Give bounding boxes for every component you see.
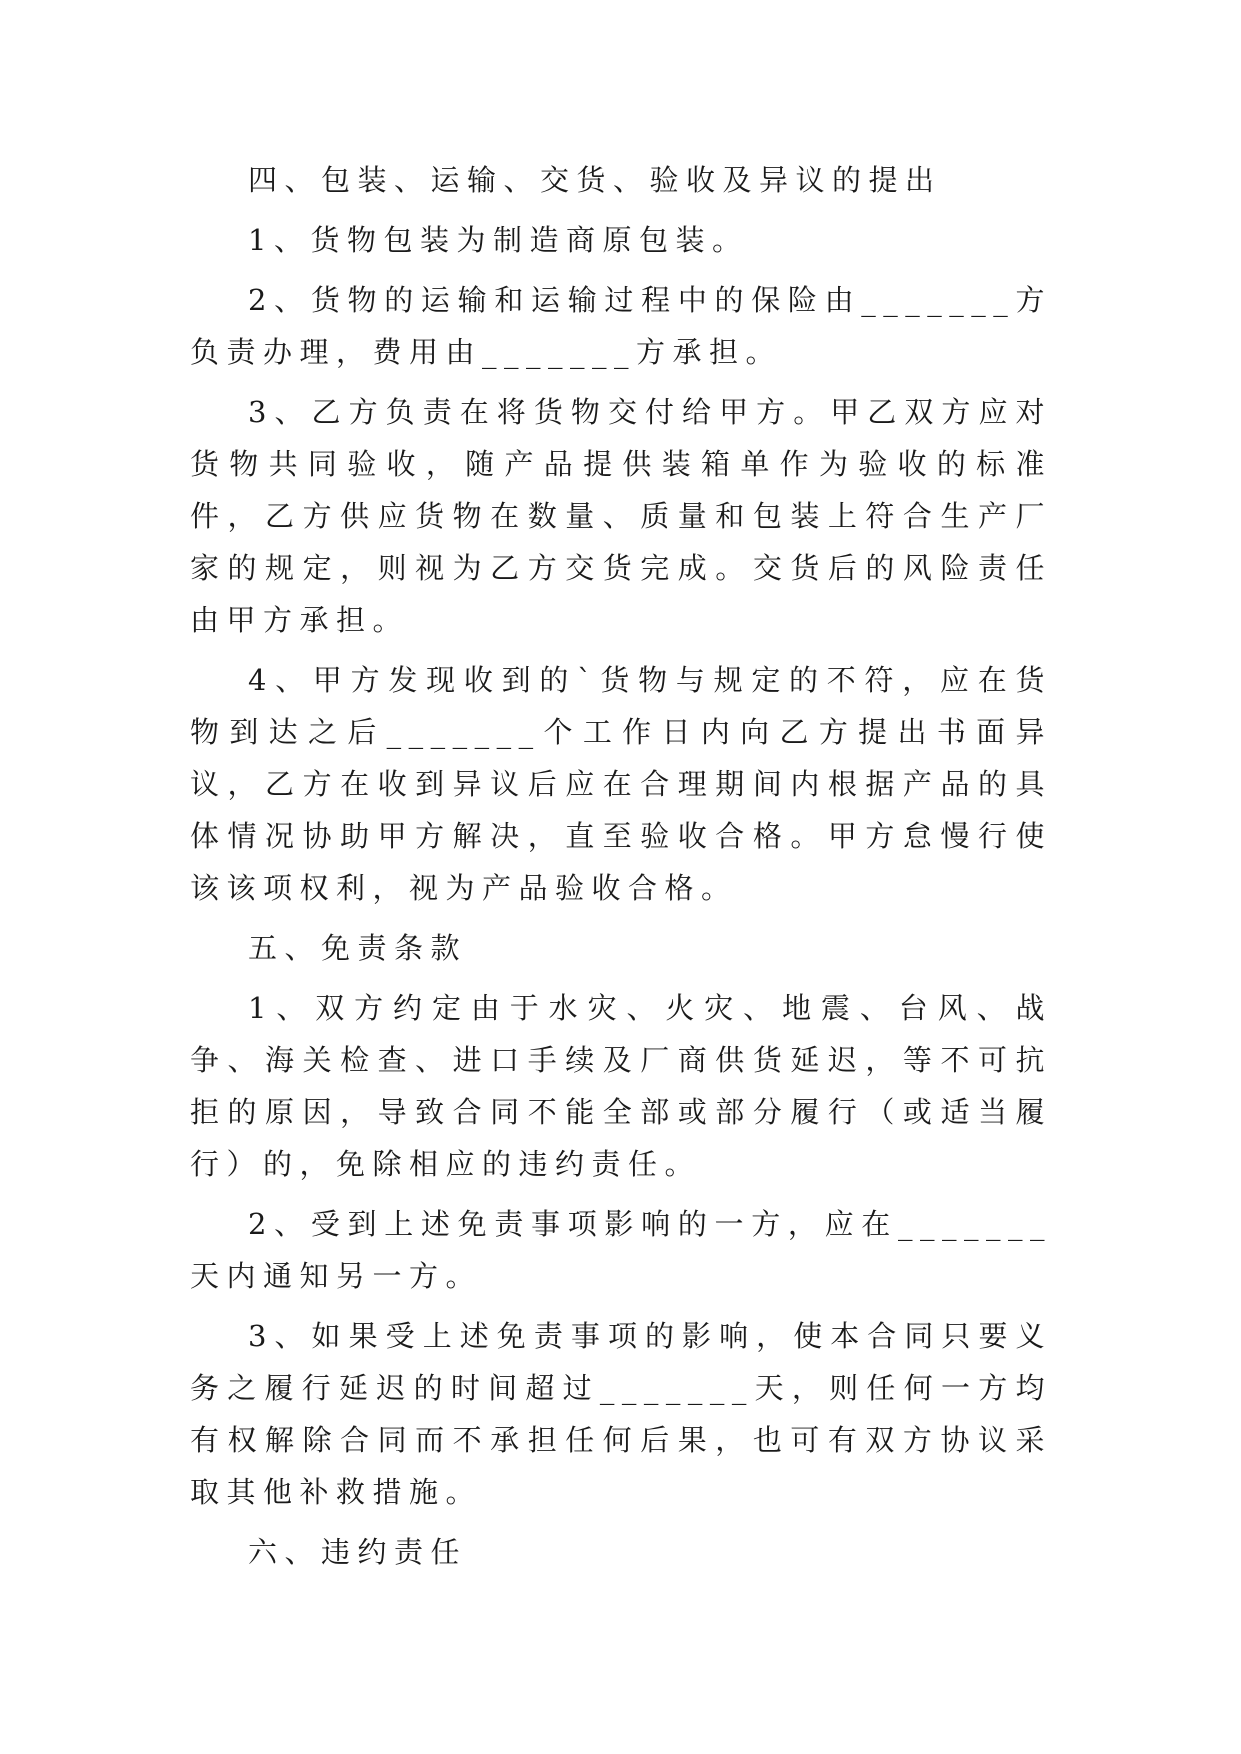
section-heading-liability: 六、违约责任 (248, 1535, 468, 1569)
document-body (190, 154, 1052, 1586)
clause-paragraph: 1、双方约定由于水灾、火灾、地震、台风、战争、海关检查、进口手续及厂商供货延迟，等不可抗拒的原因，导致合同不能全部或部分履行（或适当履行）的，免除相应的违约责任。 (190, 991, 1052, 1181)
section-heading-packaging: 四、包装、运输、交货、验收及异议的提出 (248, 163, 942, 197)
clause-paragraph: 4、甲方发现收到的`货物与规定的不符，应在货物到达之后_______个工作日内向乙方提出书面异议，乙方在收到异议后应在合理期间内根据产品的具体情况协助甲方解决，直至验收合格。甲方怠慢行使该该项权利，视为产品验收合格。 (190, 663, 1052, 905)
clause-paragraph: 3、乙方负责在将货物交付给甲方。甲乙双方应对货物共同验收，随产品提供装箱单作为验收的标准件，乙方供应货物在数量、质量和包装上符合生产厂家的规定，则视为乙方交货完成。交货后的风险责任由甲方承担。 (190, 395, 1052, 637)
section-heading-exemption: 五、免责条款 (248, 931, 468, 965)
clause-paragraph: 1、货物包装为制造商原包装。 (248, 223, 749, 257)
clause-paragraph: 2、受到上述免责事项影响的一方，应在_______天内通知另一方。 (190, 1207, 1052, 1293)
clause-paragraph: 2、货物的运输和运输过程中的保险由_______方负责办理，费用由_______方承担。 (190, 283, 1052, 369)
clause-paragraph: 3、如果受上述免责事项的影响，使本合同只要义务之履行延迟的时间超过_______天，则任何一方均有权解除合同而不承担任何后果，也可有双方协议采取其他补救措施。 (190, 1319, 1052, 1509)
